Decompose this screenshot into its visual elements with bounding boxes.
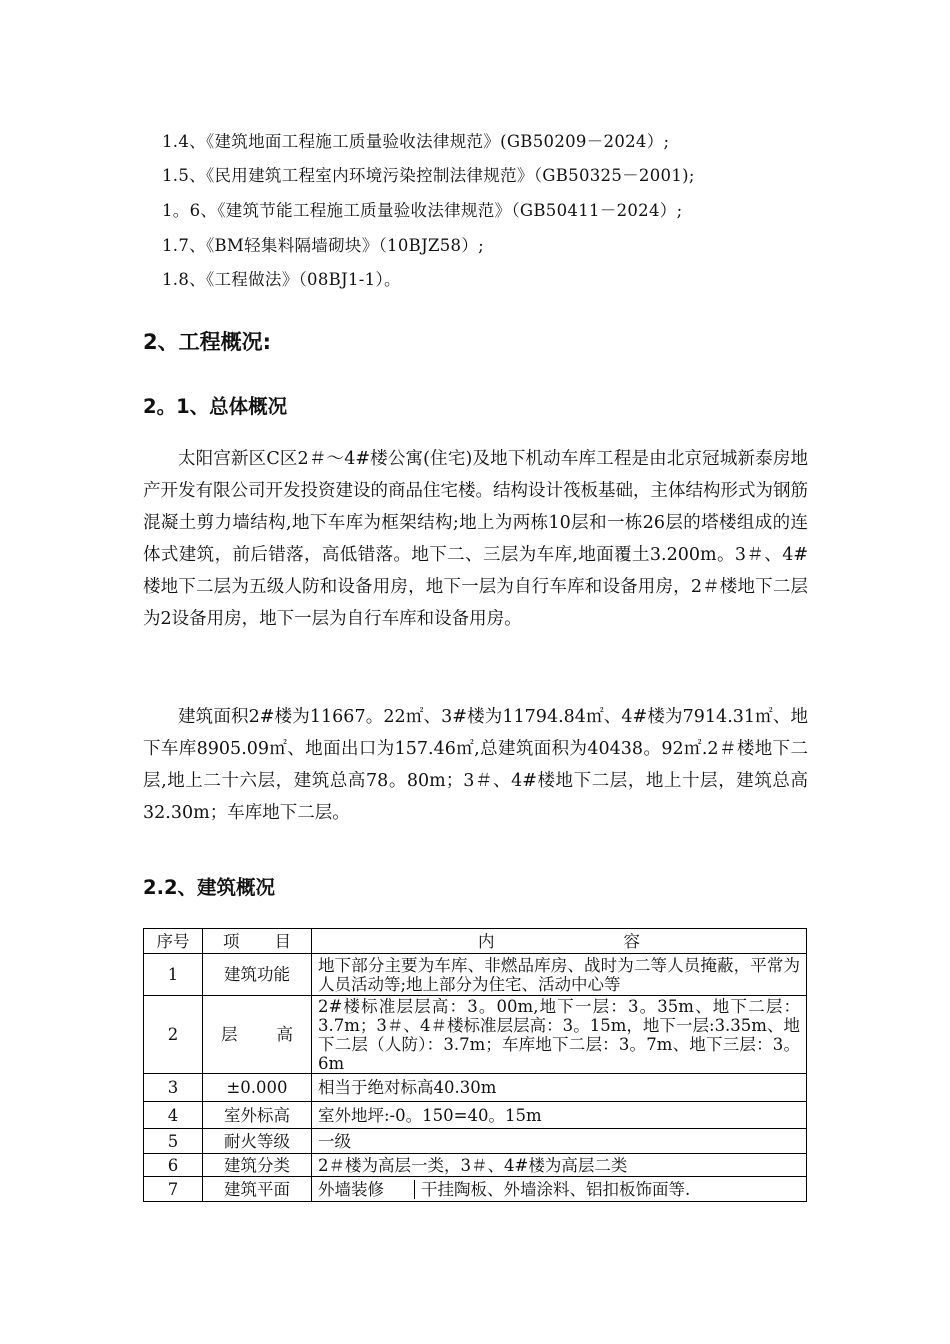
header-item-char: 项 <box>223 931 240 951</box>
reference-item: 1.8、《工程做法》（08BJ1-1）。 <box>162 270 401 289</box>
row-no: 3 <box>144 1074 203 1102</box>
header-no: 序号 <box>144 929 203 954</box>
header-content <box>312 929 807 954</box>
row-content: 相当于绝对标高40.30m <box>312 1074 807 1102</box>
table-row <box>144 996 807 1074</box>
subsection-heading: 2.2、建筑概况 <box>143 876 276 899</box>
reference-item: 1。6、《建筑节能工程施工质量验收法律规范》（GB50411－2024）; <box>162 201 683 220</box>
row-subitem: 外墙装修 <box>318 1180 415 1199</box>
row-item: 室外标高 <box>203 1102 312 1129</box>
row-item: 建筑功能 <box>203 954 312 996</box>
row-item: ±0.000 <box>203 1074 312 1102</box>
overview-paragraph-1 <box>143 444 808 635</box>
row-content: 地下部分主要为车库、非燃品库房、战时为二等人员掩蔽，平常为人员活动等;地上部分为住宅、活动中心等 <box>312 954 807 996</box>
row-item: 建筑平面 <box>203 1177 312 1202</box>
table-row <box>144 954 807 996</box>
subsection-heading: 2。1、总体概况 <box>143 395 288 418</box>
header-item <box>203 929 312 954</box>
row-item <box>203 996 312 1074</box>
row-no: 7 <box>144 1177 203 1202</box>
row-content: 室外地坪:-0。150=40。15m <box>312 1102 807 1129</box>
row-item: 耐火等级 <box>203 1129 312 1154</box>
row-no: 1 <box>144 954 203 996</box>
table-row <box>144 1129 807 1154</box>
row-content <box>312 1177 807 1202</box>
row-item-char: 高 <box>276 1025 293 1044</box>
reference-item: 1.7、《BM轻集料隔墙砌块》（10BJZ58）; <box>162 236 485 255</box>
paragraph-text: 太阳宫新区C区2＃～4#楼公寓(住宅)及地下机动车库工程是由北京冠城新泰房地产开发有限公司开发投资建设的商品住宅楼。结构设计筏板基础，主体结构形式为钢筋混凝土剪力墙结构,地下车库为框架结构;地上为两栋10层和一栋26层的塔楼组成的连体式建筑，前后错落，高低错落。地下二、三层为车库,地面覆土3.200m。3＃、4#楼地下二层为五级人防和设备用房，地下一层为自行车库和设备用房，2＃楼地下二层为2设备用房，地下一层为自行车库和设备用房。 <box>143 449 808 629</box>
reference-item: 1.5、《民用建筑工程室内环境污染控制法律规范》（GB50325－2001); <box>162 166 695 185</box>
row-subcontent: 干挂陶板、外墙涂料、铝扣板饰面等. <box>421 1179 691 1199</box>
paragraph-text: 建筑面积2#楼为11667。22㎡、3#楼为11794.84㎡、4#楼为7914.31㎡、地下车库8905.09㎡、地面出口为157.46㎡,总建筑面积为40438。92㎡.2＃楼地下二层,地上二十六层，建筑总高78。80m；3＃、4#楼地下二层，地上十层，建筑总高32.30m；车库地下二层。 <box>143 707 808 823</box>
header-item-char: 目 <box>274 931 291 951</box>
row-no: 2 <box>144 996 203 1074</box>
row-content: 2＃楼为高层一类，3＃、4#楼为高层二类 <box>312 1154 807 1177</box>
row-item: 建筑分类 <box>203 1154 312 1177</box>
row-no: 6 <box>144 1154 203 1177</box>
header-content-char: 容 <box>623 931 640 951</box>
header-content-char: 内 <box>478 931 495 951</box>
row-content: 一级 <box>312 1129 807 1154</box>
overview-paragraph-2 <box>143 702 808 830</box>
reference-item: 1.4、《建筑地面工程施工质量验收法律规范》(GB50209－2024）; <box>162 132 670 151</box>
row-content: 2#楼标准层层高：3。00m,地下一层：3。35m、地下二层：3.7m；3＃、4＃楼标准层层高：3。15m，地下一层:3.35m、地下二层（人防）：3.7m；车库地下二层：3。7m、地下三层：3。6m <box>312 996 807 1074</box>
section-heading: 2、工程概况: <box>143 330 272 354</box>
table-row <box>144 1154 807 1177</box>
building-overview-table <box>143 928 807 1202</box>
table-header-row <box>144 929 807 954</box>
row-item-char: 层 <box>221 1025 238 1044</box>
table-row <box>144 1102 807 1129</box>
row-no: 5 <box>144 1129 203 1154</box>
table-row <box>144 1177 807 1202</box>
table-row <box>144 1074 807 1102</box>
row-no: 4 <box>144 1102 203 1129</box>
